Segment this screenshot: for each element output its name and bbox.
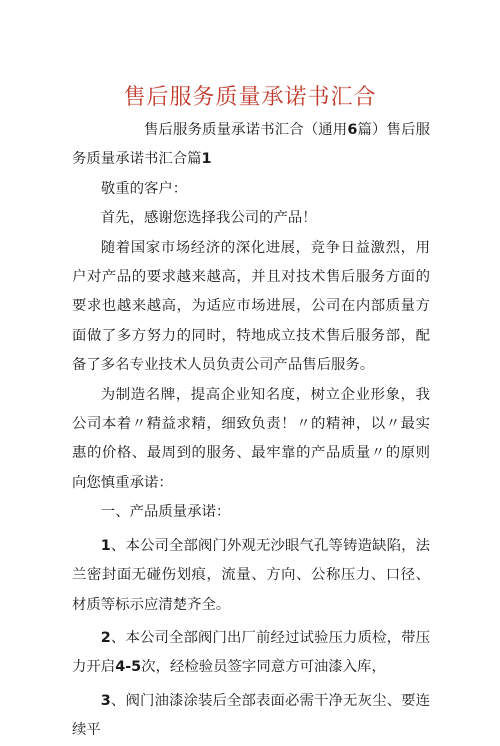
greeting: 敬重的客户： [100,180,188,197]
paragraph-principle: 为制造名牌，提高企业知名度，树立企业形象，我公司本着〃精益求精，细致负责！〃的精神，以〃最实惠的价格、最周到的服务、最牢靠的产品质量〃的原则向您慎重承诺： [72,386,430,491]
item-text: 、阀门油漆涂装后全部表面必需干净无灰尘、要连续平 [72,692,430,739]
item-text: 、本公司全部阀门出厂前经过试验压力质检，带压力开启 [72,629,430,676]
item-number: 2 [100,629,111,646]
list-item [72,624,430,683]
item-text: 、本公司全部阀门外观无沙眼气孔等铸造缺陷，法兰密封面无碰伤划痕，流量、方向、公称压力、口径、材质等标示应清楚齐全。 [72,537,430,613]
lead-text-a: 售后服务质量承诺书汇合（通用 [144,122,348,138]
item-number: 1 [100,537,111,554]
paragraph-background: 随着国家市场经济的深化进展，竞争日益激烈，用户对产品的要求越来越高，并且对技术售后服务方面的要求也越来越高，为适应市场进展，公司在内部质量方面做了多方努力的同时，特地成立技术售后服务部，配备了多名专业技术人员负责公司产品售后服务。 [72,239,430,374]
document-title: 售后服务质量承诺书汇合 [123,85,377,110]
lead-paragraph [72,116,430,175]
item-text-continued: 次，经检验员签字同意方可油漆入库， [141,659,386,676]
list-item [72,687,430,746]
item-number: 3 [100,692,111,709]
lead-number-a: 6 [347,122,358,138]
item-inline-number: 4-5 [115,659,142,676]
document-body [72,116,430,746]
paragraph-thanks: 首先，感谢您选择我公司的产品！ [100,210,317,227]
section-heading: 一、产品质量承诺： [100,504,231,521]
lead-text-b: 篇）售后服务质量承诺书汇合篇 [72,122,430,168]
list-item [72,532,430,620]
lead-number-b: 1 [201,151,212,168]
